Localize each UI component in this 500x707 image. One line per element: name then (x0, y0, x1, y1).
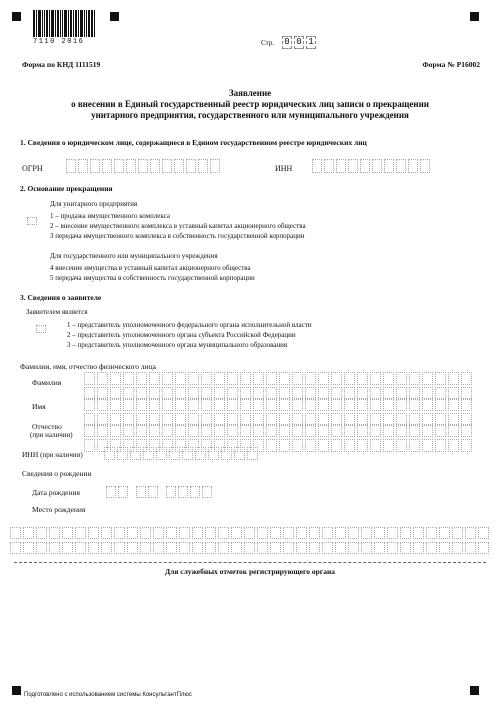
birth-heading: Сведения о рождении (22, 469, 92, 478)
patronymic-note: (при наличии) (30, 431, 73, 439)
section-3-heading: 3. Сведения о заявителе (20, 293, 102, 302)
unitary-heading: Для унитарного предприятия (50, 200, 138, 208)
unitary-option: 1 – продажа имущественного комплекса (50, 212, 170, 220)
birth-place-input-row-2[interactable] (10, 542, 489, 554)
inn-label: ИНН (275, 164, 293, 173)
corner-marker-top-center (110, 12, 119, 21)
applicant-option: 1 – представитель уполномоченного федерального органа исполнительной власти (67, 321, 312, 329)
applicant-inn-label: ИНН (при наличии) (22, 450, 83, 459)
surname-input[interactable] (84, 372, 472, 385)
applicant-inn-input[interactable] (104, 447, 258, 460)
unitary-option: 3 передача имущественного комплекса в собственность государственной корпорации (50, 232, 305, 240)
ogrn-input[interactable] (66, 159, 220, 173)
fio-heading: Фамилия, имя, отчество физического лица (20, 362, 156, 371)
corner-marker-top-right (470, 12, 479, 21)
name-label: Имя (32, 402, 46, 411)
section-2-heading: 2. Основание прекращения (20, 184, 113, 193)
ogrn-label: ОГРН (22, 164, 43, 173)
termination-reason-unitary-input[interactable] (27, 217, 37, 225)
page-label: Стр. (261, 39, 274, 47)
corner-marker-top-left (12, 12, 21, 21)
institution-heading: Для государственного или муниципального учреждения (50, 252, 218, 260)
page-number (282, 36, 316, 49)
barcode-number: 7110 2016 (33, 38, 85, 46)
section-1-heading: 1. Сведения о юридическом лице, содержащиеся в Едином государственном реестре юридических лиц (20, 138, 367, 147)
page-digit: 1 (306, 36, 316, 49)
corner-marker-bottom-right (470, 686, 479, 695)
birth-place-input[interactable] (10, 527, 489, 539)
patronymic-input[interactable] (84, 424, 472, 437)
service-note: Для служебных отметок регистрирующего органа (164, 567, 336, 576)
barcode (33, 10, 95, 37)
corner-marker-bottom-left (12, 686, 21, 695)
applicant-label: Заявителем является (26, 308, 88, 316)
inn-input[interactable] (312, 159, 430, 173)
institution-option: 4 внесение имущества в уставный капитал акционерного общества (50, 264, 251, 272)
form-code: Форма № Р16002 (422, 60, 480, 69)
patronymic-label: Отчество (32, 422, 62, 431)
document-title: Заявление о внесении в Единый государственный реестр юридических лиц записи о прекращении унитарного предприятия, государственного или муниципального учреждения (71, 88, 429, 120)
form-knd: Форма по КНД 1111519 (22, 60, 101, 69)
applicant-option: 2 – представитель уполномоченного органа субъекта Российской Федерации (67, 331, 296, 339)
name-input[interactable] (84, 398, 472, 411)
page-digit: 0 (294, 36, 304, 49)
institution-option: 5 передача имущества в собственность государственной корпорации (50, 274, 255, 282)
service-divider (14, 562, 486, 563)
surname-label: Фамилия (32, 378, 62, 387)
applicant-type-input[interactable] (36, 325, 46, 333)
birth-place-label: Место рождения (32, 505, 86, 514)
applicant-option: 3 – представитель уполномоченного органа муниципального образования (67, 341, 288, 349)
birth-date-label: Дата рождения (32, 488, 80, 497)
unitary-option: 2 – внесение имущественного комплекса в уставный капитал акционерного общества (50, 222, 306, 230)
page-digit: 0 (282, 36, 292, 49)
birth-date-input[interactable] (106, 486, 212, 498)
prepared-with-note: Подготовлено с использованием системы КонсультантПлюс (24, 692, 192, 698)
